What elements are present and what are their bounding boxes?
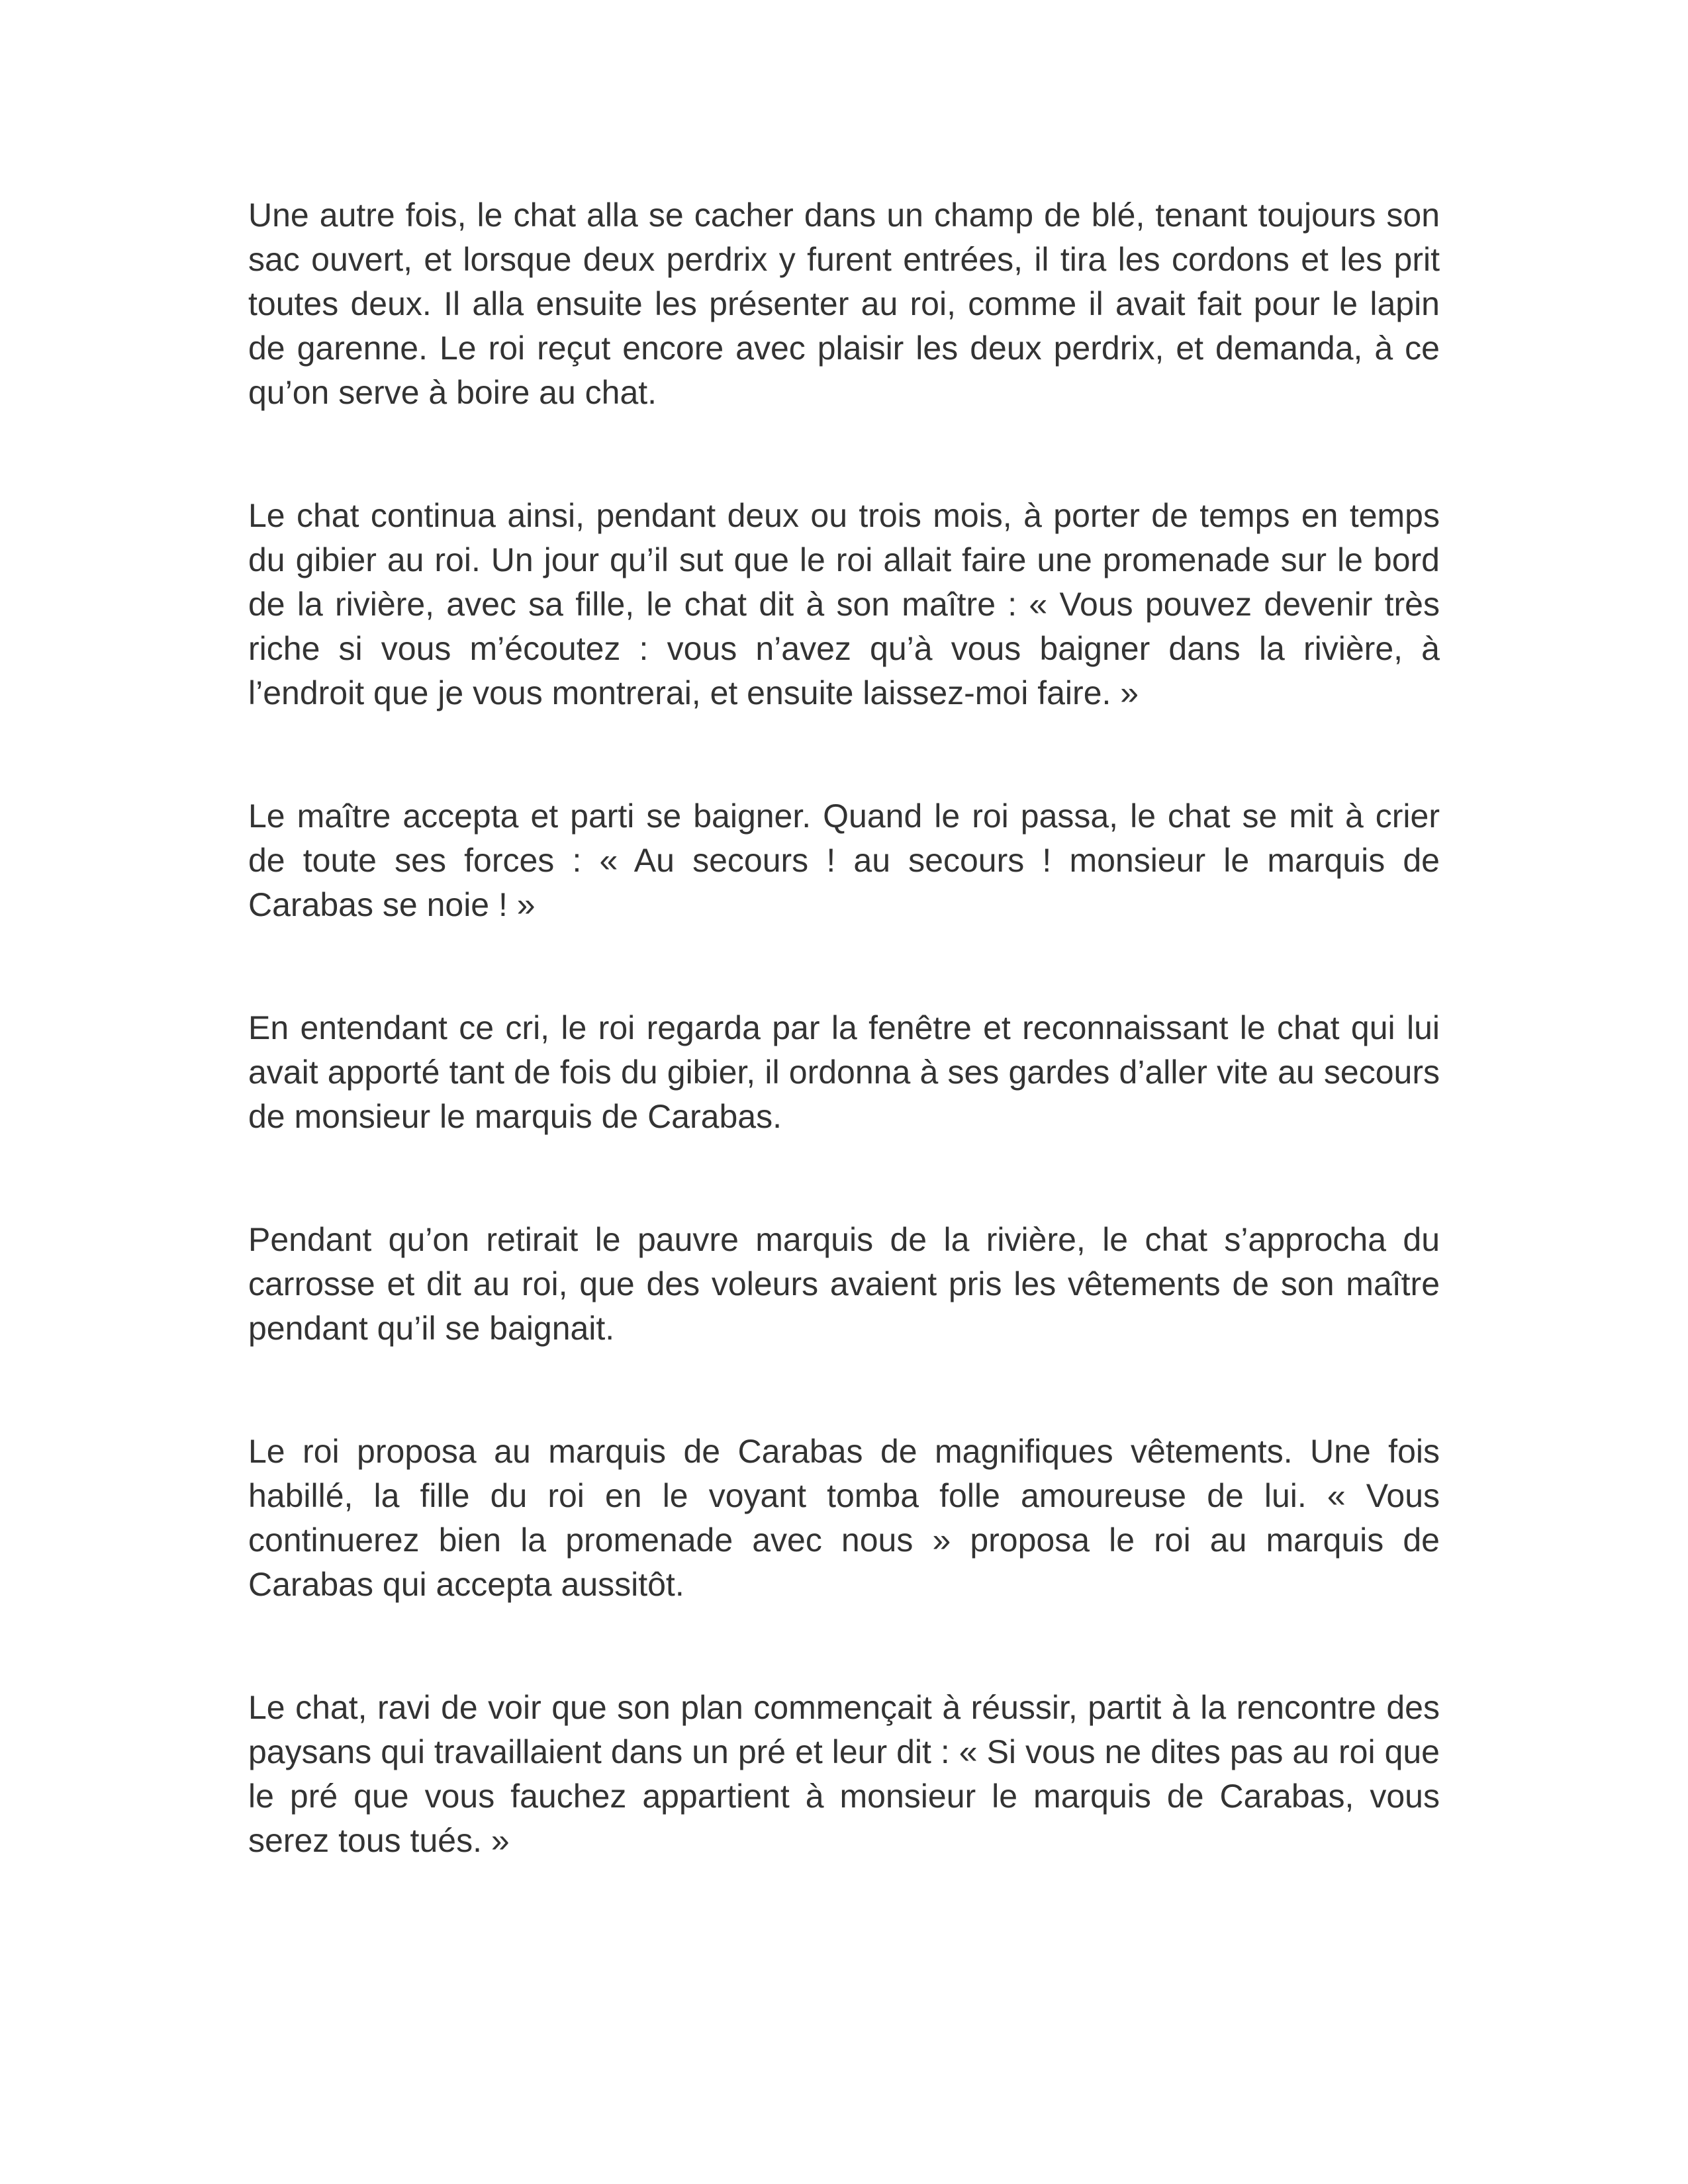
paragraph-5: Pendant qu’on retirait le pauvre marquis de la rivière, le chat s’approcha du carrosse et dit au roi, que des voleurs avaient pris les vêtements de son maître pendant qu’il se baignait. xyxy=(248,1221,1440,1347)
paragraph-2: Le chat continua ainsi, pendant deux ou trois mois, à porter de temps en temps du gibier au roi. Un jour qu’il sut que le roi allait faire une promenade sur le bord de la rivière, avec sa fille, le chat dit à son maître : « Vous pouvez devenir très riche si vous m’écoutez : vous n’avez qu’à vous baigner dans la rivière, à l’endroit que je vous montrerai, et ensuite laissez-moi faire. » xyxy=(248,497,1440,711)
paragraph-7: Le chat, ravi de voir que son plan commençait à réussir, partit à la rencontre des paysans qui travaillaient dans un pré et leur dit : « Si vous ne dites pas au roi que le pré que vous fauchez appartient à monsieur le marquis de Carabas, vous serez tous tués. » xyxy=(248,1689,1440,1859)
text-body xyxy=(248,193,1440,1942)
paragraph-4: En entendant ce cri, le roi regarda par la fenêtre et reconnaissant le chat qui lui avait apporté tant de fois du gibier, il ordonna à ses gardes d’aller vite au secours de monsieur le marquis de Carabas. xyxy=(248,1009,1440,1135)
paragraph-1: Une autre fois, le chat alla se cacher dans un champ de blé, tenant toujours son sac ouvert, et lorsque deux perdrix y furent entrées, il tira les cordons et les prit toutes deux. Il alla ensuite les présenter au roi, comme il avait fait pour le lapin de garenne. Le roi reçut encore avec plaisir les deux perdrix, et demanda, à ce qu’on serve à boire au chat. xyxy=(248,197,1440,411)
paragraph-3: Le maître accepta et parti se baigner. Quand le roi passa, le chat se mit à crier de toute ses forces : « Au secours ! au secours ! monsieur le marquis de Carabas se noie ! » xyxy=(248,797,1440,923)
paragraph-6: Le roi proposa au marquis de Carabas de magnifiques vêtements. Une fois habillé, la fille du roi en le voyant tomba folle amoureuse de lui. « Vous continuerez bien la promenade avec nous » proposa le roi au marquis de Carabas qui accepta aussitôt. xyxy=(248,1433,1440,1603)
